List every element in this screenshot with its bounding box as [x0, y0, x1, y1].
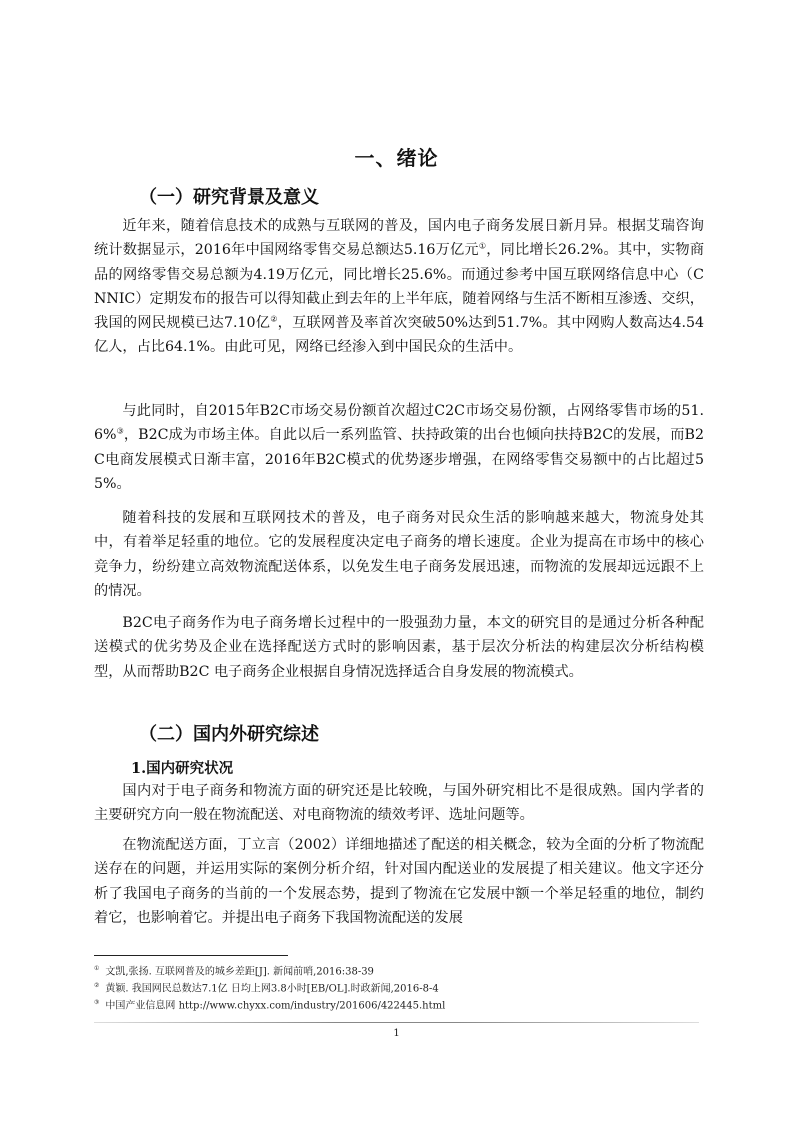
footnote-mark-2: ② — [94, 982, 100, 989]
paragraph-3: 随着科技的发展和互联网技术的普及，电子商务对民众生活的影响越来越大，物流身处其中，有着举足轻重的地位。它的发展程度决定电子商务的增长速度。企业为提高在市场中的核心竞争力，纷纷建立高效物流配送体系，以免发生电子商务发展迅速，而物流的发展却远远跟不上的情况。 — [94, 510, 704, 599]
footnote-1: ① 文凯,张扬. 互联网普及的城乡差距[J]. 新闻前哨,2016:38-39 — [94, 965, 374, 978]
paragraph-2: 与此同时，自2015年B2C市场交易份额首次超过C2C市场交易份额，占网络零售市场的51.6%③，B2C成为市场主体。自此以后一系列监管、扶持政策的出台也倾向扶持B2C的发展，而B2C电商发展模式日渐丰富，2016年B2C模式的优势逐步增强，在网络零售交易额中的占比超过55%。 — [94, 403, 705, 492]
paragraph-6: 在物流配送方面，丁立言（2002）详细地描述了配送的相关概念，较为全面的分析了物流配送存在的问题，并运用实际的案例分析介绍，针对国内配送业的发展提了相关建议。他文字还分析了我国电子商务的当前的一个发展态势，提到了物流在它发展中额一个举足轻重的地位，制约着它，也影响着它。并提出电子商务下我国物流配送的发展 — [94, 837, 704, 926]
subsection-title-domestic: 1.国内研究状况 — [131, 760, 234, 777]
paragraph-1: 近年来，随着信息技术的成熟与互联网的普及，国内电子商务发展日新月异。根据艾瑞咨询统计数据显示，2016年中国网络零售交易总额达5.16万亿元①，同比增长26.2%。其中，实物商品的网络零售交易总额为4.19万亿元，同比增长25.6%。而通过参考中国互联网络信息中心（CNNIC）定期发布的报告可以得知截止到去年的上半年底，随着网络与生活不断相互渗透、交织，我国的网民规模已达7.10亿②，互联网普及率首次突破50%达到51.7%。其中网购人数高达4.54亿人，占比64.1%。由此可见，网络已经渗入到中国民众的生活中。 — [94, 218, 705, 356]
footnote-divider — [94, 955, 288, 956]
section-title-review: （二）国内外研究综述 — [139, 724, 319, 745]
chapter-title: 一、绪论 — [354, 146, 439, 170]
page-number: 1 — [393, 1028, 400, 1039]
footnote-3: ③ 中国产业信息网 http://www.chyxx.com/industry/201606/422445.html — [94, 999, 446, 1012]
footnote-mark-1: ① — [94, 965, 100, 972]
paragraph-5: 国内对于电子商务和物流方面的研究还是比较晚，与国外研究相比不是很成熟。国内学者的主要研究方向一般在物流配送、对电商物流的绩效考评、选址问题等。 — [94, 783, 704, 824]
footnote-ref-1[interactable]: ① — [478, 241, 487, 251]
footnote-mark-3: ③ — [94, 999, 100, 1006]
section-title-background: （一）研究背景及意义 — [139, 187, 319, 208]
footnote-ref-3[interactable]: ③ — [116, 426, 124, 436]
footnote-2: ② 黄颖. 我国网民总数达7.1亿 日均上网3.8小时[EB/OL].时政新闻,2016-8-4 — [94, 982, 439, 995]
page-footer-rule — [94, 1022, 699, 1023]
paragraph-4: B2C电子商务作为电子商务增长过程中的一股强劲力量，本文的研究目的是通过分析各种配送模式的优劣势及企业在选择配送方式时的影响因素，基于层次分析法的构建层次分析结构模型，从而帮助B2C 电子商务企业根据自身情况选择适合自身发展的物流模式。 — [94, 615, 704, 680]
footnote-ref-2[interactable]: ② — [270, 314, 278, 324]
